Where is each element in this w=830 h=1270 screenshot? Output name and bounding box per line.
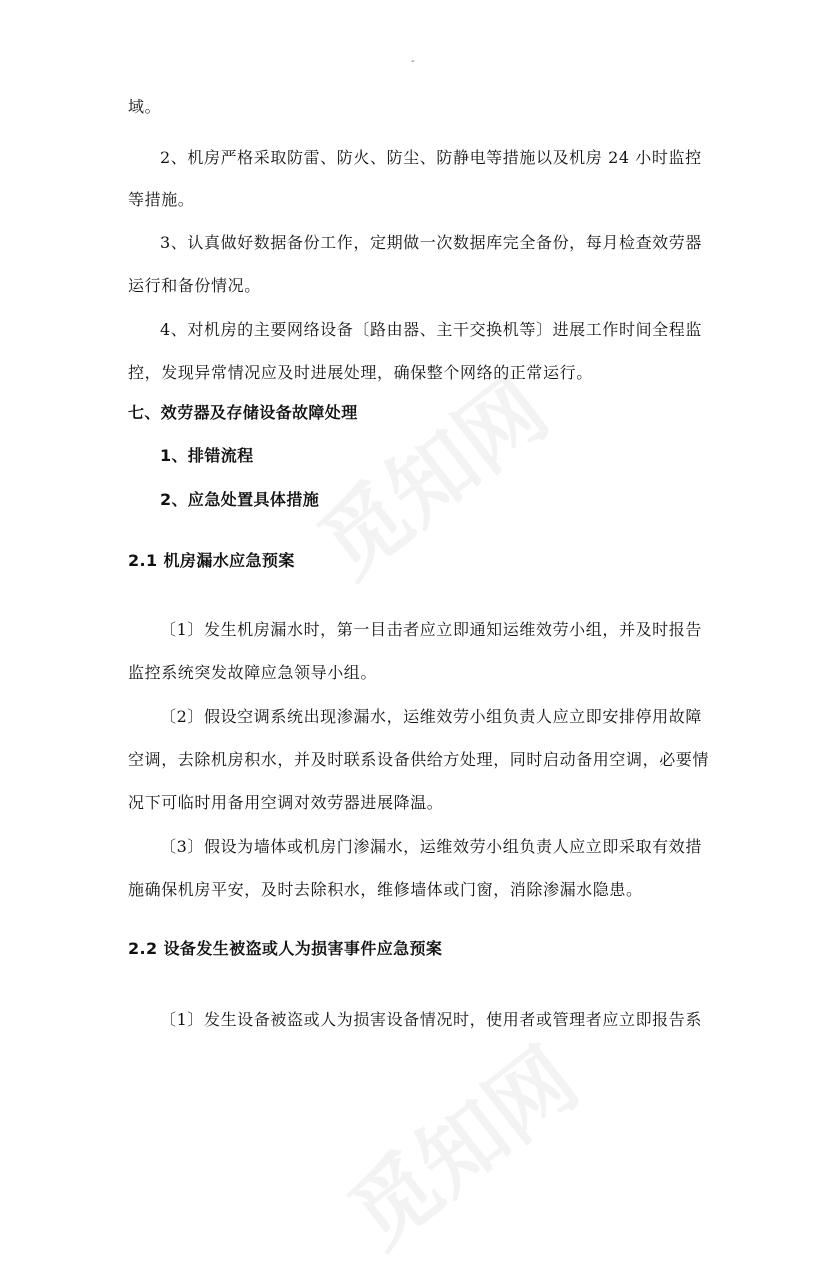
subsection-heading: 2、应急处置具体措施 [160,490,320,509]
section-heading: 七、效劳器及存储设备故障处理 [128,403,358,422]
body-line: 〔3〕假设为墙体或机房门渗漏水，运维效劳小组负责人应立即采取有效措 [160,837,702,856]
body-line: 监控系统突发故障应急领导小组。 [128,663,378,682]
body-line: 控，发现异常情况应及时进展处理，确保整个网络的正常运行。 [128,363,593,382]
body-line: 4、对机房的主要网络设备〔路由器、主干交换机等〕进展工作时间全程监 [160,320,702,339]
watermark [319,1014,599,1270]
body-line: 〔1〕发生设备被盗或人为损害设备情况时，使用者或管理者应立即报告系 [160,1010,702,1029]
body-line: 运行和备份情况。 [128,276,261,295]
body-line: 况下可临时用备用空调对效劳器进展降温。 [128,793,444,812]
body-line: 等措施。 [128,190,195,209]
body-line: 2、机房严格采取防雷、防火、防尘、防静电等措施以及机房 24 小时监控 [160,148,702,167]
body-line: 〔1〕发生机房漏水时，第一目击者应立即通知运维效劳小组，并及时报告 [160,620,702,639]
subsection-heading: 2.1 机房漏水应急预案 [128,551,295,570]
body-line: 3、认真做好数据备份工作，定期做一次数据库完全备份，每月检查效劳器 [160,233,702,252]
body-line: 空调，去除机房积水，并及时联系设备供给方处理，同时启动备用空调，必要情 [128,750,710,769]
page-header-mark: - [411,56,415,67]
body-line: 〔2〕假设空调系统出现渗漏水，运维效劳小组负责人应立即安排停用故障 [160,707,702,726]
body-line: 域。 [128,97,162,116]
subsection-heading: 2.2 设备发生被盗或人为损害事件应急预案 [128,939,443,958]
body-line: 施确保机房平安，及时去除积水，维修墙体或门窗，消除渗漏水隐患。 [128,880,643,899]
subsection-heading: 1、排错流程 [160,446,254,465]
